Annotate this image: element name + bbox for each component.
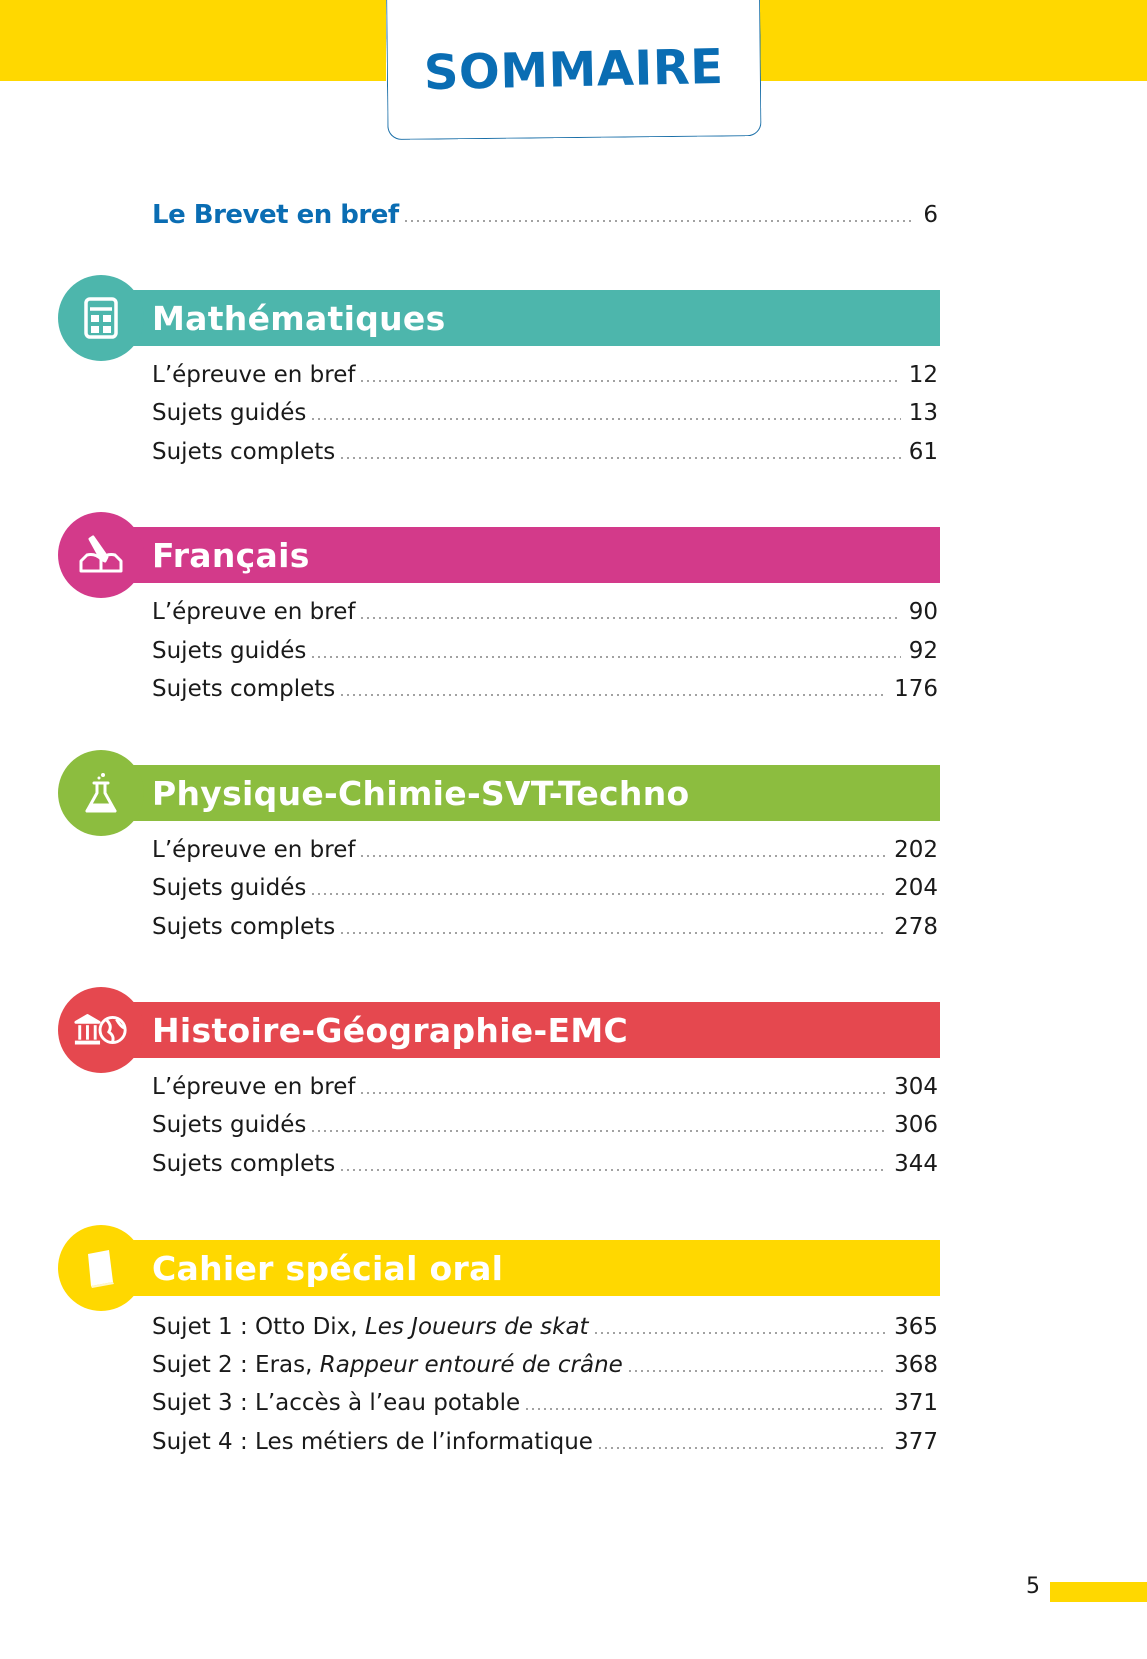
section-title: Mathématiques: [152, 298, 446, 338]
toc-entry-page: 204: [894, 875, 938, 901]
toc-entry-page: 176: [894, 676, 938, 702]
toc-entry-brevet[interactable]: [152, 196, 938, 230]
dot-leader: [524, 1408, 886, 1410]
notebook-icon: [77, 1244, 125, 1292]
dot-leader: [310, 1130, 886, 1132]
toc-entry[interactable]: [152, 593, 938, 627]
toc-entry-page: 202: [894, 837, 938, 863]
dot-leader: [339, 1169, 886, 1171]
toc-entry-label: Le Brevet en bref: [152, 200, 399, 230]
toc-entry[interactable]: [152, 1308, 938, 1342]
toc-entry-page: 368: [894, 1352, 938, 1378]
toc-entry[interactable]: [152, 670, 938, 704]
section-header-physique: [100, 765, 940, 821]
toc-entry[interactable]: [152, 433, 938, 467]
toc-entry[interactable]: [152, 356, 938, 390]
dot-leader: [310, 893, 886, 895]
monument-globe-icon: [72, 1006, 130, 1054]
section-header-histoire: [100, 1002, 940, 1058]
toc-entry-label: L’épreuve en bref: [152, 837, 356, 863]
toc-entry-label: Sujets guidés: [152, 400, 307, 426]
toc-entry-page: 13: [908, 400, 938, 426]
toc-entry[interactable]: [152, 1346, 938, 1380]
section-header-mathematiques: [100, 290, 940, 346]
toc-entry[interactable]: [152, 869, 938, 903]
toc-entry-label: Sujets complets: [152, 439, 336, 465]
toc-entry-label: Sujet 2 : Eras, Rappeur entouré de crâne: [152, 1352, 623, 1378]
toc-entry-label: Sujets guidés: [152, 875, 307, 901]
dot-leader: [339, 932, 886, 934]
section-title: Histoire-Géographie-EMC: [152, 1010, 628, 1050]
toc-entry-label: Sujets guidés: [152, 1112, 307, 1138]
title-box: [386, 0, 762, 140]
section-title: Cahier spécial oral: [152, 1248, 504, 1288]
dot-leader: [403, 220, 916, 222]
toc-entry-page: 92: [908, 638, 938, 664]
toc-entry[interactable]: [152, 908, 938, 942]
section-badge-histoire: [58, 987, 144, 1073]
page-tab-accent: [1050, 1582, 1147, 1602]
toc-entry-page: 344: [894, 1151, 938, 1177]
dot-leader: [339, 457, 900, 459]
toc-entry-label: Sujets complets: [152, 1151, 336, 1177]
toc-entry-page: 304: [894, 1074, 938, 1100]
section-badge-cahier-oral: [58, 1225, 144, 1311]
toc-entry-page: 90: [908, 599, 938, 625]
toc-entry[interactable]: [152, 1106, 938, 1140]
dot-leader: [597, 1447, 886, 1449]
page-number: 5: [1026, 1574, 1040, 1599]
toc-entry-label: Sujets guidés: [152, 638, 307, 664]
book-pen-icon: [77, 531, 125, 579]
toc-entry-page: 6: [923, 202, 938, 228]
toc-entry-label: Sujet 4 : Les métiers de l’informatique: [152, 1429, 593, 1455]
dot-leader: [359, 380, 900, 382]
flask-icon: [77, 769, 125, 817]
dot-leader: [339, 694, 886, 696]
top-accent-bar-left: [0, 0, 386, 81]
toc-entry-page: 377: [894, 1429, 938, 1455]
toc-entry-label: Sujets complets: [152, 914, 336, 940]
toc-entry-label: L’épreuve en bref: [152, 1074, 356, 1100]
toc-entry-label: Sujets complets: [152, 676, 336, 702]
section-badge-francais: [58, 512, 144, 598]
toc-entry-page: 278: [894, 914, 938, 940]
page-title: SOMMAIRE: [423, 38, 725, 101]
section-header-cahier-oral: [100, 1240, 940, 1296]
dot-leader: [359, 855, 886, 857]
toc-entry[interactable]: [152, 831, 938, 865]
toc-entry[interactable]: [152, 1068, 938, 1102]
toc-entry-page: 365: [894, 1314, 938, 1340]
section-badge-physique: [58, 750, 144, 836]
toc-entry-page: 12: [908, 362, 938, 388]
toc-entry[interactable]: [152, 1145, 938, 1179]
toc-entry[interactable]: [152, 632, 938, 666]
toc-entry[interactable]: [152, 1423, 938, 1457]
section-badge-mathematiques: [58, 275, 144, 361]
dot-leader: [310, 656, 900, 658]
dot-leader: [359, 1092, 886, 1094]
calculator-icon: [77, 294, 125, 342]
dot-leader: [359, 617, 900, 619]
top-accent-bar-right: [759, 0, 1147, 81]
toc-entry[interactable]: [152, 394, 938, 428]
toc-entry-label: L’épreuve en bref: [152, 599, 356, 625]
dot-leader: [593, 1332, 887, 1334]
toc-entry-label: L’épreuve en bref: [152, 362, 356, 388]
dot-leader: [627, 1370, 886, 1372]
toc-entry-label: Sujet 1 : Otto Dix, Les Joueurs de skat: [152, 1314, 589, 1340]
section-header-francais: [100, 527, 940, 583]
section-title: Français: [152, 535, 310, 575]
section-title: Physique-Chimie-SVT-Techno: [152, 773, 690, 813]
toc-entry-page: 61: [908, 439, 938, 465]
toc-entry-page: 371: [894, 1390, 938, 1416]
toc-entry-label: Sujet 3 : L’accès à l’eau potable: [152, 1390, 521, 1416]
dot-leader: [310, 418, 900, 420]
toc-entry[interactable]: [152, 1384, 938, 1418]
toc-entry-page: 306: [894, 1112, 938, 1138]
